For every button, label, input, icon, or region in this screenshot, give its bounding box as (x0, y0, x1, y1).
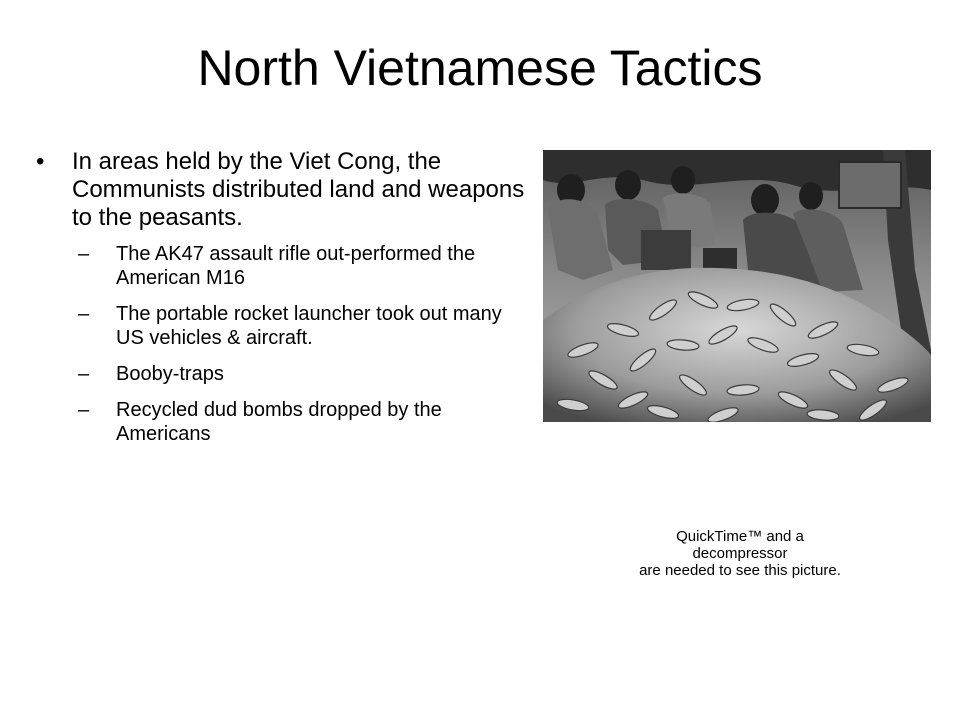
quicktime-notice-line: QuickTime™ and a (676, 528, 804, 545)
bullet-item (36, 148, 526, 232)
sub-bullet-item (36, 398, 526, 446)
bullet-marker: • (36, 148, 45, 175)
dash-marker: – (78, 243, 90, 265)
dash-marker: – (78, 363, 90, 385)
dash-marker: – (78, 399, 90, 421)
dash-marker: – (78, 303, 90, 325)
quicktime-notice-line: decompressor (692, 545, 788, 562)
sub-bullet-text: The portable rocket launcher took out many US vehicles & aircraft. (116, 303, 502, 349)
bullet-text: In areas held by the Viet Cong, the Communists distributed land and weapons to the peasants. (72, 148, 525, 231)
sub-bullet-text: The AK47 assault rifle out-performed the American M16 (116, 243, 476, 289)
bullet-list (36, 148, 526, 458)
weapons-photo-image (543, 150, 931, 422)
quicktime-notice-line: are needed to see this picture. (639, 562, 841, 579)
sub-bullet-item (36, 302, 526, 350)
quicktime-placeholder-notice (590, 528, 890, 579)
slide-title: North Vietnamese Tactics (197, 40, 763, 96)
sub-bullet-text: Recycled dud bombs dropped by the Americans (116, 399, 442, 445)
sub-bullet-item (36, 242, 526, 290)
sub-bullet-list (36, 242, 526, 446)
sub-bullet-text: Booby-traps (116, 363, 224, 385)
sub-bullet-item (36, 362, 526, 386)
weapons-photo (543, 150, 931, 422)
